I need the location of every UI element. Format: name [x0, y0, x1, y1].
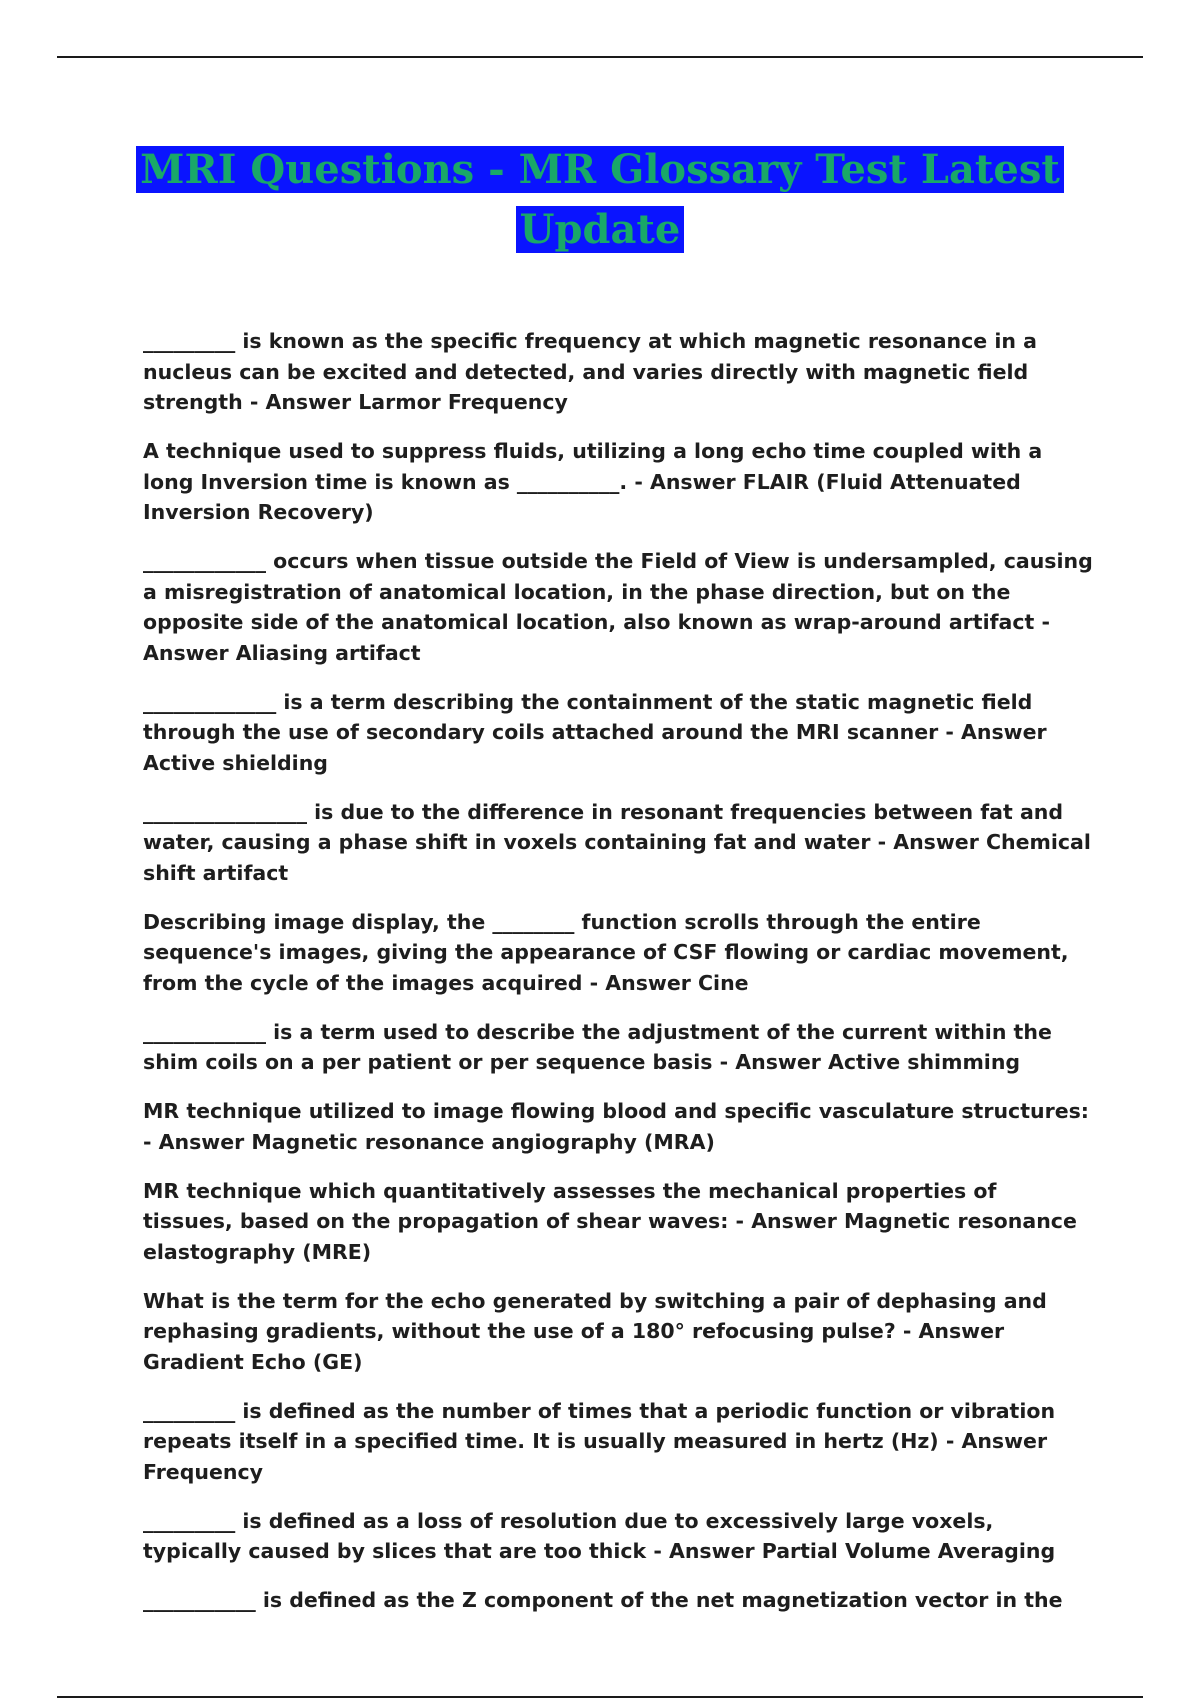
footer-rule: [57, 1696, 1143, 1698]
document-title-text: MRI Questions - MR Glossary Test Latest Update: [136, 146, 1064, 253]
glossary-entry: _________ is defined as the number of times that a periodic function or vibration repeats itself in a specified time. It is usually measured in hertz (Hz) - Answer Frequency: [143, 1398, 1056, 1484]
glossary-entry: _____________ is a term describing the containment of the static magnetic field through the use of secondary coils attached around the MRI scanner - Answer Active shielding: [143, 689, 1047, 775]
glossary-entry: A technique used to suppress fluids, utilizing a long echo time coupled with a long Inversion time is known as __________. - Answer FLAIR (Fluid Attenuated Inversion Recovery): [143, 439, 1043, 524]
glossary-body: [143, 326, 1093, 1634]
glossary-entry: MR technique utilized to image flowing blood and specific vasculature structures: - Answer Magnetic resonance angiography (MRA): [143, 1099, 1090, 1154]
document-title: [100, 140, 1100, 260]
glossary-entry: What is the term for the echo generated by switching a pair of dephasing and rephasing gradients, without the use of a 180° refocusing pulse? - Answer Gradient Echo (GE): [143, 1288, 1047, 1374]
glossary-entry: Describing image display, the ________ function scrolls through the entire sequence's images, giving the appearance of CSF flowing or cardiac movement, from the cycle of the images acquired - Answer Cine: [143, 909, 1069, 995]
glossary-entry: ___________ is defined as the Z component of the net magnetization vector in the: [143, 1588, 1063, 1612]
glossary-entry: ____________ is a term used to describe the adjustment of the current within the shim coils on a per patient or per sequence basis - Answer Active shimming: [143, 1019, 1052, 1074]
glossary-entry: MR technique which quantitatively assesses the mechanical properties of tissues, based on the propagation of shear waves: - Answer Magnetic resonance elastography (MRE): [143, 1178, 1077, 1264]
glossary-entry: ____________ occurs when tissue outside the Field of View is undersampled, causing a misregistration of anatomical location, in the phase direction, but on the opposite side of the anatomical location, also known as wrap-around artifact - Answer Aliasing artifact: [143, 549, 1093, 665]
glossary-entry: ________________ is due to the difference in resonant frequencies between fat and water, causing a phase shift in voxels containing fat and water - Answer Chemical shift artifact: [143, 799, 1091, 885]
header-rule: [57, 56, 1143, 58]
glossary-entry: _________ is defined as a loss of resolution due to excessively large voxels, typically caused by slices that are too thick - Answer Partial Volume Averaging: [143, 1508, 1056, 1563]
glossary-entry: _________ is known as the specific frequency at which magnetic resonance in a nucleus can be excited and detected, and varies directly with magnetic field strength - Answer Larmor Frequency: [143, 329, 1037, 414]
